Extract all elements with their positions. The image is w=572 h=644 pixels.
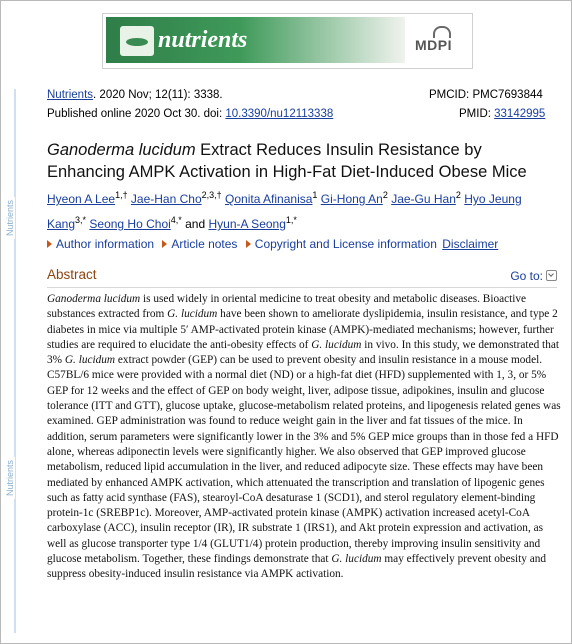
author-affiliation: 2 [382, 190, 388, 200]
abstract-segment: may effectively prevent obesity and suppress obesity-induced insulin resistance via AMPK activation. [47, 553, 547, 581]
author-link[interactable]: Seong Ho Choi [89, 217, 171, 231]
doi-link[interactable]: 10.3390/nu12113338 [225, 108, 334, 120]
mdpi-logo [413, 24, 463, 58]
abstract-segment: is used widely in oriental medicine to treat obesity and metabolic diseases. Bioactive substances extracted from [47, 293, 527, 321]
citation-ref: . 2020 Nov; 12(11): 3338. [93, 89, 223, 101]
author-link[interactable]: Jae-Han Cho [130, 192, 202, 206]
author-list [47, 185, 552, 235]
species-name: G. lucidum [167, 308, 218, 321]
article-title [47, 139, 547, 183]
author-link[interactable]: Hyun-A Seong [208, 217, 286, 231]
abstract-segment: have been shown to ameliorate dyslipidemia, insulin resistance, and type 2 diabetes in mice via multiple 5′ AMP-activated protein kinase (AMPK)-mediated mechanisms; however, further studies are required to elucidate the anti-obesity effects of [47, 308, 558, 351]
publisher-name: MDPI [415, 37, 452, 53]
author-link[interactable]: Hyeon A Lee [47, 192, 116, 206]
sidebar-label-top: Nutrients [5, 197, 15, 239]
author-affiliation: 2 [455, 190, 461, 200]
expand-triangle-icon [246, 240, 251, 248]
nutrients-logo-icon [120, 26, 154, 56]
sidebar-rule [14, 89, 16, 633]
author-info-link[interactable]: Author information [56, 237, 155, 251]
pmcid: PMCID: PMC7693844 [429, 89, 543, 101]
abstract-header [47, 267, 557, 288]
info-links [47, 237, 498, 251]
expand-triangle-icon [162, 240, 167, 248]
abstract-heading: Abstract [47, 267, 97, 282]
chevron-down-icon[interactable] [546, 270, 557, 281]
journal-link[interactable]: Nutrients [47, 89, 94, 101]
published-text: Published online 2020 Oct 30. doi: [47, 108, 226, 120]
goto-label: Go to: [510, 269, 543, 283]
species-name: G. lucidum [64, 354, 116, 367]
author-link[interactable]: Gi-Hong An [320, 192, 383, 206]
author-link[interactable]: Hyo Jeung Kang [47, 192, 522, 231]
author-affiliation: 2,3,† [201, 190, 222, 200]
copyright-link[interactable]: Copyright and License information [254, 237, 437, 251]
author-link[interactable]: Qonita Afinanisa [225, 192, 313, 206]
author-affiliation: 1,* [285, 215, 297, 225]
title-italic: Ganoderma lucidum [47, 141, 196, 159]
author-separator: and [181, 217, 209, 231]
author-affiliation: 1 [312, 190, 318, 200]
article-notes-link[interactable]: Article notes [171, 237, 238, 251]
abstract-segment: extract powder (GEP) can be used to prevent obesity and insulin resistance in a mouse model. C57BL/6 mice were provided with a normal diet (ND) or a high-fat diet (HFD) supplemented with 1, 3, or 5% GEP for 12 weeks and the effect of GEP on body weight, liver, adipose tissue, adipokines, insulin and glucose tolerance (ITT and GTT), glucose uptake, glucose-metabolism related proteins, and lipogenesis related genes was examined. GEP administration was found to reduce weight gain in the liver and fat tissues of the mice. In addition, serum parameters were significantly lower in the 3% and 5% GEP mice groups than in those fed a HFD alone, whereas adiponectin levels were significantly higher. We also observed that GEP improved glucose metabolism, reduced lipid accumulation in the liver, and reduced adipocyte size. These effects may have been mediated by enhanced AMPK activation, which attenuated the transcription and translation of lipogenic genes such as fatty acid synthase (FAS), stearoyl-CoA desaturase 1 (SCD1), and sterol regulatory element-binding protein-1c (SREBP1c). Moreover, AMP-activated protein kinase (AMPK) activation increased acetyl-CoA carboxylase (ACC), insulin receptor (IR), IR substrate 1 (IRS1), and Akt protein expression and activation, as well as glucose transporter type 1/4 (GLUT1/4) protein production, thereby improving insulin sensitivity and glucose metabolism. Together, these findings demonstrate that [47, 354, 561, 566]
title-rest: Extract Reduces Insulin Resistance by Enhancing AMPK Activation in High-Fat Diet-Induced Obese Mice [47, 141, 527, 181]
goto-menu[interactable] [510, 269, 557, 283]
abstract-segment: in vivo. In this study, we demonstrated that 3% [47, 338, 560, 367]
pmid-link[interactable]: 33142995 [494, 108, 546, 120]
citation-line [47, 89, 223, 101]
disclaimer-link[interactable]: Disclaimer [442, 237, 499, 251]
author-affiliation: 4,* [170, 215, 182, 225]
author-affiliation: 1,† [115, 190, 128, 200]
banner-background [106, 17, 405, 63]
published-line [47, 108, 333, 120]
abstract-text [47, 292, 561, 583]
species-name: G. lucidum [331, 553, 382, 566]
pmid-line [459, 108, 545, 120]
species-name: G. lucidum [311, 338, 362, 351]
author-link[interactable]: Jae-Gu Han [391, 192, 456, 206]
journal-banner[interactable] [102, 13, 473, 69]
species-name: Ganoderma lucidum [47, 293, 141, 305]
author-affiliation: 3,* [75, 215, 87, 225]
expand-triangle-icon [47, 240, 52, 248]
journal-name: nutrients [158, 27, 248, 53]
pmid-label: PMID: [459, 108, 495, 120]
sidebar-label-bottom: Nutrients [5, 457, 15, 499]
